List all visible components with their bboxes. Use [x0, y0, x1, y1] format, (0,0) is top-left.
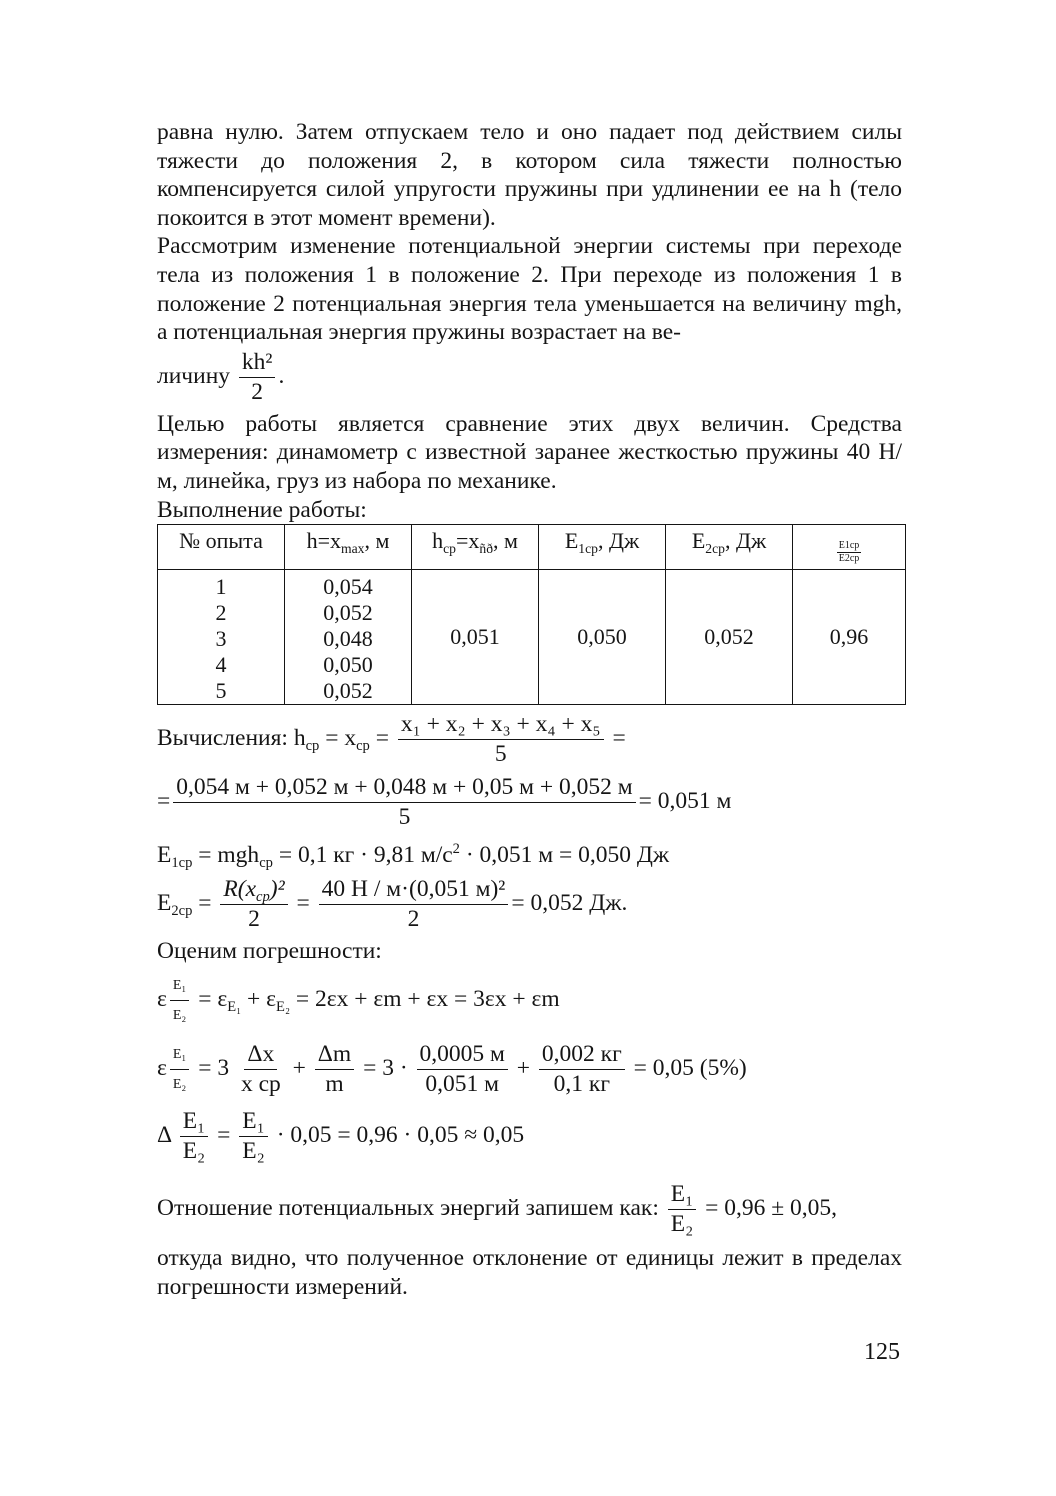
- trial-2: 2: [215, 600, 227, 626]
- table-body-row: [158, 570, 906, 705]
- header-ratio: $\frac{E1cp}{E2cp}$: [793, 525, 906, 570]
- page-number: 125: [864, 1339, 900, 1365]
- header-e2: $E_{2ср}$, Дж: [666, 525, 793, 570]
- h-2: 0,052: [323, 600, 373, 626]
- h-column: [285, 570, 412, 705]
- errors-label: Оценим погрешности:: [157, 938, 382, 965]
- calc-e1: $E_{1ср} = mgh_{ср} = 0,1$ кг · 9,81 $м/с^2 \cdot 0,051$ м = 0,050 Дж: [157, 841, 670, 872]
- calc-e2: $E_{2ср}$ = $\frac{R(x_{cp})^2}{2}$ = $\frac{\text{40 Н / м·(0,051 м)²}}{2}$ = 0,052 Дж.: [157, 876, 628, 933]
- ratio-cell: 0,96: [793, 570, 906, 705]
- error-eq-1: ε $\frac{\text{E₁}}{\text{E₂}}$ = $\varepsilon_{E_1} + \varepsilon_{E_2} = 2\varepsilon x + \varepsilon m + \varepsilon x = 3\varepsilon x + \varepsilon m$: [157, 972, 902, 1029]
- text-lichinu: личину: [157, 362, 231, 389]
- fraction-mean-x: $\frac{\text{x₁ + x₂ + x₃ + x₄ + x₅}}{5}$: [398, 711, 604, 768]
- header-h: $h=x_{max}$, м: [285, 525, 412, 570]
- trial-3: 3: [215, 626, 227, 652]
- paragraph-2: Рассмотрим изменение потенциальной энергии системы при переходе тела из положения 1 в положение 2. При переходе из положения 1 в положение 2 потенциальная энергия тела уменьшается на величину mgh, а потенциальная энергия пружины возрастает на ве-: [157, 233, 902, 346]
- calc-line-2: = $\frac{0,054 м + 0,052 м + 0,048 м + 0,05 м + 0,052 м}{5}$ = 0,051 м: [157, 774, 732, 831]
- table-header-row: [158, 525, 906, 570]
- fraction-e2-values: $\frac{\text{40 Н / м·(0,051 м)²}}{2}$: [319, 876, 509, 933]
- h-1: 0,054: [323, 574, 373, 600]
- paragraph-4: Выполнение работы:: [157, 496, 367, 523]
- h-5: 0,052: [323, 678, 373, 704]
- fraction-e2-formula: $\frac{R(x_{cp})^2}{2}$: [220, 876, 287, 933]
- conclusion-paragraph: откуда видно, что полученное отклонение от единицы лежит в пределах погрешности измерений.: [157, 1245, 902, 1300]
- h-3: 0,048: [323, 626, 373, 652]
- header-h-avg: $h_{ср}=x_{ñð}$, м: [412, 525, 539, 570]
- paragraph-3: Целью работы является сравнение этих двух величин. Средства измерения: динамометр с известной заранее жесткостью пружины 40 Н/м, линейка, груз из набора по механике.: [157, 410, 902, 494]
- e2-avg-cell: 0,052: [666, 570, 793, 705]
- trial-4: 4: [215, 652, 227, 678]
- results-table: [157, 524, 906, 705]
- paragraph-2-end: личину $\frac{\text{kh²}}{2}$ .: [157, 348, 285, 405]
- header-e1: $E_{1ср}$, Дж: [539, 525, 666, 570]
- h-avg-cell: 0,051: [412, 570, 539, 705]
- trial-5: 5: [215, 678, 227, 704]
- trial-1: 1: [215, 574, 227, 600]
- trial-column: [158, 570, 285, 705]
- error-eq-3: Δ $\frac{\text{E₁}}{\text{E₂}}$ = $\frac{\text{E₁}}{\text{E₂}}$ · 0,05 = 0,96 · 0,05 ≈ 0,05: [157, 1108, 525, 1165]
- page-content: [157, 118, 902, 1301]
- paragraph-1: равна нулю. Затем отпускаем тело и оно падает под действием силы тяжести до положения 2, в котором сила тяжести полностью компенсируется силой упругости пружины при удлинении ее на h (тело покоится в этот момент времени).: [157, 119, 902, 231]
- fraction-kh2: $\frac{\text{kh²}}{2}$: [239, 349, 276, 406]
- header-trial: № опыта: [158, 525, 285, 570]
- error-eq-2: ε $\frac{\text{E₁}}{\text{E₂}}$ = 3 $\frac{\Delta x}{\text{x cp}}$ + $\frac{\Delta m}{m}$ = 3 · $\frac{0,0005 м}{0,051 м}$ + $\frac{0,002 кг}{0,1 кг}$ = 0,05 (5%): [157, 1041, 747, 1098]
- h-4: 0,050: [323, 652, 373, 678]
- e1-avg-cell: 0,050: [539, 570, 666, 705]
- calc-line-1: Вычисления: $h_{ср} = x_{ср}$ = $\frac{\text{x₁ + x₂ + x₃ + x₄ + x₅}}{5}$ =: [157, 711, 626, 768]
- fraction-mean-values: $\frac{0,054 м + 0,052 м + 0,048 м + 0,05 м + 0,052 м}{5}$: [173, 774, 635, 831]
- conclusion-line: Отношение потенциальных энергий запишем как: $\frac{\text{E₁}}{\text{E₂}}$ = 0,96 ± 0,05,: [157, 1181, 838, 1238]
